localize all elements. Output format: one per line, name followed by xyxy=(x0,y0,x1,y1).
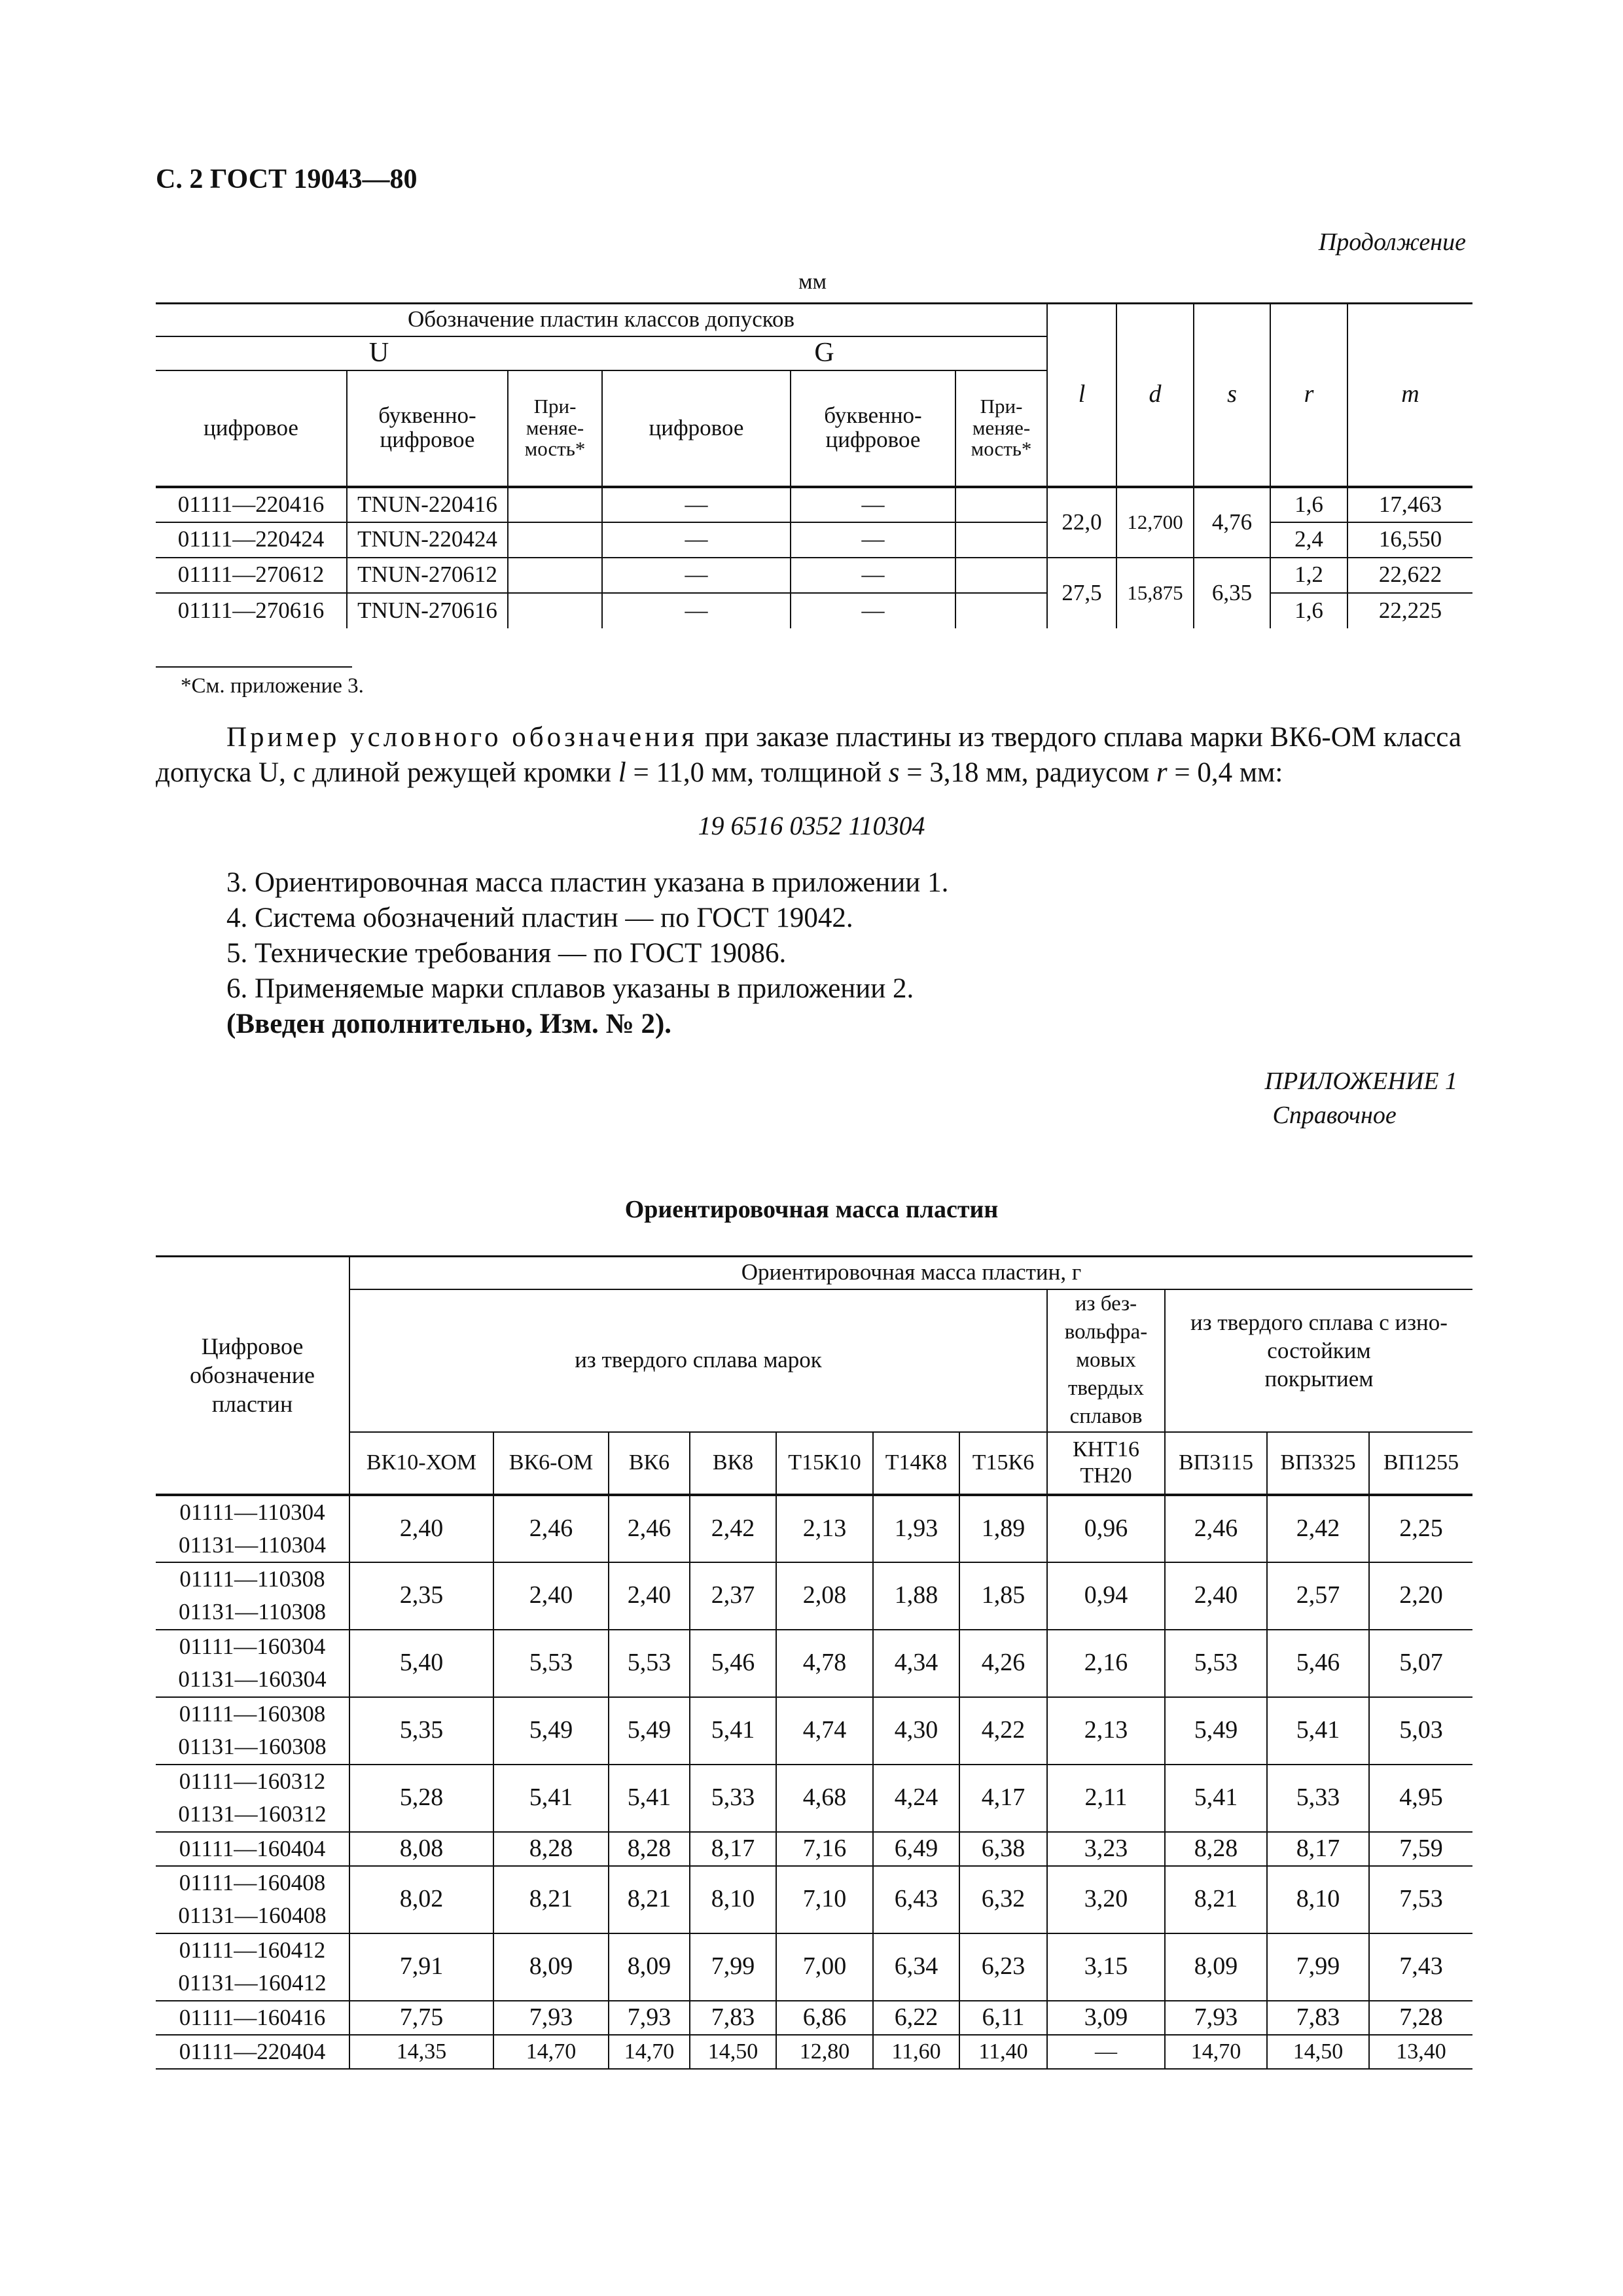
mass-value: 2,20 xyxy=(1369,1562,1472,1630)
footnote-divider xyxy=(156,666,352,668)
group-hard-alloy: из твердого сплава марок xyxy=(349,1289,1047,1432)
mass-value: 0,96 xyxy=(1047,1495,1165,1562)
mass-value: 3,20 xyxy=(1047,1866,1165,1933)
table-cell: 01111—270616 xyxy=(177,597,325,623)
mass-value: 5,41 xyxy=(1165,1765,1267,1832)
mass-value: 8,28 xyxy=(609,1832,690,1866)
mass-value: 8,21 xyxy=(1165,1866,1267,1933)
table-cell: — xyxy=(602,593,791,628)
mass-value: 5,41 xyxy=(690,1697,776,1765)
grade-header: Т14К8 xyxy=(873,1432,959,1495)
col-u-alpha: буквенно- цифровое xyxy=(347,370,508,487)
table-cell: 22,622 xyxy=(1347,558,1472,593)
mass-value: 4,17 xyxy=(959,1765,1047,1832)
mass-value: 14,35 xyxy=(349,2035,493,2069)
mass-value: 7,28 xyxy=(1369,2001,1472,2035)
col-m: m xyxy=(1347,304,1472,487)
mass-value: 4,34 xyxy=(873,1630,959,1697)
mass-value: 2,46 xyxy=(493,1495,609,1562)
mass-value: 3,15 xyxy=(1047,1933,1165,2001)
grade-header: КНТ16 ТН20 xyxy=(1047,1432,1165,1495)
mass-value: 2,11 xyxy=(1047,1765,1165,1832)
table-cell: 6,35 xyxy=(1194,558,1270,628)
grade-header: ВП3115 xyxy=(1165,1432,1267,1495)
mass-value: 7,99 xyxy=(1267,1933,1369,2001)
mass-table-title: Ориентировочная масса пластин xyxy=(624,1196,999,1223)
table-row xyxy=(156,2035,1472,2069)
mass-value: 7,53 xyxy=(1369,1866,1472,1933)
mass-value: 6,49 xyxy=(873,1832,959,1866)
table-cell xyxy=(955,558,1047,593)
mass-value: 4,95 xyxy=(1369,1765,1472,1832)
plate-code: 01111—110304 01131—110304 xyxy=(156,1495,349,1562)
table-cell: 17,463 xyxy=(1347,487,1472,522)
item-4: 4. Система обозначений пластин — по ГОСТ 19042. xyxy=(226,903,853,933)
plate-code: 01111—160412 01131—160412 xyxy=(156,1933,349,2001)
mass-value: 2,42 xyxy=(690,1495,776,1562)
mass-value: 5,33 xyxy=(690,1765,776,1832)
table-cell: — xyxy=(602,522,791,558)
mass-value: 2,37 xyxy=(690,1562,776,1630)
table-cell: 22,225 xyxy=(1347,593,1472,628)
mass-value: 14,70 xyxy=(609,2035,690,2069)
mass-value: 5,33 xyxy=(1267,1765,1369,1832)
mass-value: 3,23 xyxy=(1047,1832,1165,1866)
mass-value: 8,28 xyxy=(493,1832,609,1866)
mass-value: 2,46 xyxy=(609,1495,690,1562)
mass-value: 5,53 xyxy=(1165,1630,1267,1697)
col-g-digital: цифровое xyxy=(602,370,791,487)
table-row xyxy=(156,1765,1472,1832)
example-paragraph xyxy=(156,720,1471,791)
mass-value: 5,03 xyxy=(1369,1697,1472,1765)
mass-value: 5,07 xyxy=(1369,1630,1472,1697)
grade-header: ВК8 xyxy=(690,1432,776,1495)
mass-value: 6,22 xyxy=(873,2001,959,2035)
symbol-s: s xyxy=(888,757,900,788)
mass-value: 1,89 xyxy=(959,1495,1047,1562)
table-cell: 4,76 xyxy=(1194,487,1270,558)
mass-value: 8,02 xyxy=(349,1866,493,1933)
mass-value: 7,83 xyxy=(1267,2001,1369,2035)
mass-value: 8,21 xyxy=(609,1866,690,1933)
table-cell: 01111—220416 xyxy=(156,487,347,522)
mass-value: 1,88 xyxy=(873,1562,959,1630)
page-header: С. 2 ГОСТ 19043—80 xyxy=(156,164,418,194)
mass-value: 7,16 xyxy=(776,1832,873,1866)
col-u-applic: При- меняе- мость* xyxy=(508,370,602,487)
table-cell: 01111—270612 xyxy=(156,558,347,593)
mass-value: 8,09 xyxy=(1165,1933,1267,2001)
mass-value: 7,93 xyxy=(493,2001,609,2035)
col-s: s xyxy=(1194,304,1270,487)
grade-header: ВП3325 xyxy=(1267,1432,1369,1495)
mass-value: 13,40 xyxy=(1369,2035,1472,2069)
table-cell xyxy=(955,593,1047,628)
mass-value: 7,43 xyxy=(1369,1933,1472,2001)
table-row xyxy=(156,1495,1472,1562)
mass-value: 11,60 xyxy=(873,2035,959,2069)
mass-value: 2,40 xyxy=(1165,1562,1267,1630)
mass-value: 4,68 xyxy=(776,1765,873,1832)
mass-value: 5,53 xyxy=(493,1630,609,1697)
table-row xyxy=(156,1630,1472,1697)
table-cell: TNUN-220424 xyxy=(347,522,508,558)
mass-value: 4,74 xyxy=(776,1697,873,1765)
symbol-r: r xyxy=(1156,757,1168,788)
mass-value: 8,09 xyxy=(493,1933,609,2001)
mass-value: 14,50 xyxy=(690,2035,776,2069)
table-cell: 22,0 xyxy=(1047,487,1116,558)
grade-header: Т15К6 xyxy=(959,1432,1047,1495)
example-text: = 11,0 мм, толщиной xyxy=(626,757,889,788)
mass-value: 6,86 xyxy=(776,2001,873,2035)
mass-value: 6,34 xyxy=(873,1933,959,2001)
mass-table xyxy=(156,1255,1472,2070)
mass-value: 4,30 xyxy=(873,1697,959,1765)
mass-value: 2,46 xyxy=(1165,1495,1267,1562)
example-code: 19 6516 0352 110304 xyxy=(698,811,925,840)
table-cell: TNUN-220416 xyxy=(347,487,508,522)
symbol-l: l xyxy=(618,757,626,788)
table-cell: 01111—220424 xyxy=(156,522,347,558)
numbered-items xyxy=(226,865,948,1042)
grade-header: ВК6-ОМ xyxy=(493,1432,609,1495)
mass-value: 5,49 xyxy=(609,1697,690,1765)
designation-table xyxy=(156,302,1472,628)
mass-value: 7,10 xyxy=(776,1866,873,1933)
mass-value: 2,16 xyxy=(1047,1630,1165,1697)
mass-value: 5,49 xyxy=(493,1697,609,1765)
amendment-note: (Введен дополнительно, Изм. № 2). xyxy=(226,1009,672,1039)
mass-value: 7,93 xyxy=(609,2001,690,2035)
mass-value: 8,17 xyxy=(1267,1832,1369,1866)
mass-value: 5,46 xyxy=(1267,1630,1369,1697)
table-row xyxy=(156,1697,1472,1765)
plate-code: 01111—110308 01131—110308 xyxy=(156,1562,349,1630)
table-cell: 1,2 xyxy=(1270,558,1347,593)
table-cell: 1,6 xyxy=(1270,593,1347,628)
mass-value: 6,43 xyxy=(873,1866,959,1933)
mass-value: 2,40 xyxy=(609,1562,690,1630)
table-cell xyxy=(955,487,1047,522)
table-row xyxy=(156,1562,1472,1630)
example-spaced-lead: Пример условного обозначения xyxy=(226,722,698,753)
mass-value: 2,25 xyxy=(1369,1495,1472,1562)
mass-value: 12,80 xyxy=(776,2035,873,2069)
table-row xyxy=(156,1933,1472,2001)
mass-value: 7,93 xyxy=(1165,2001,1267,2035)
mass-value: 6,32 xyxy=(959,1866,1047,1933)
table-cell: 12,700 xyxy=(1116,487,1194,558)
mass-value: 5,28 xyxy=(349,1765,493,1832)
mass-value: 7,59 xyxy=(1369,1832,1472,1866)
plate-code: 01111—160408 01131—160408 xyxy=(156,1866,349,1933)
col-code-header: Цифровое обозначение пластин xyxy=(156,1257,349,1495)
group-non-tungsten: из без- вольфра- мовых твердых сплавов xyxy=(1047,1289,1165,1432)
table-cell xyxy=(508,593,602,628)
plate-code: 01111—220404 xyxy=(156,2035,349,2069)
table-cell: — xyxy=(791,487,955,522)
continuation-label: Продолжение xyxy=(1318,228,1466,256)
mass-value: 6,38 xyxy=(959,1832,1047,1866)
table-cell xyxy=(508,522,602,558)
mass-value: 14,70 xyxy=(1165,2035,1267,2069)
table-cell: 1,6 xyxy=(1270,487,1347,522)
table-cell xyxy=(508,487,602,522)
table-cell: TNUN-270616 xyxy=(347,593,508,628)
mass-header: Ориентировочная масса пластин, г xyxy=(349,1257,1472,1289)
mass-value: 3,09 xyxy=(1047,2001,1165,2035)
col-r: r xyxy=(1270,304,1347,487)
mass-value: 5,49 xyxy=(1165,1697,1267,1765)
mass-value: 5,53 xyxy=(609,1630,690,1697)
mass-value: 14,50 xyxy=(1267,2035,1369,2069)
mass-value: 2,13 xyxy=(776,1495,873,1562)
unit-label: мм xyxy=(798,270,827,294)
table-cell: — xyxy=(791,558,955,593)
appendix-title: ПРИЛОЖЕНИЕ 1 xyxy=(1264,1067,1457,1095)
mass-value: 4,24 xyxy=(873,1765,959,1832)
table-cell: — xyxy=(791,593,955,628)
grade-header: ВК10-ХОМ xyxy=(349,1432,493,1495)
mass-value: 5,41 xyxy=(609,1765,690,1832)
mass-value: 7,83 xyxy=(690,2001,776,2035)
table-row xyxy=(156,1866,1472,1933)
mass-value: 8,10 xyxy=(1267,1866,1369,1933)
mass-value: 6,23 xyxy=(959,1933,1047,2001)
mass-value: 8,08 xyxy=(349,1832,493,1866)
mass-value: 2,35 xyxy=(349,1562,493,1630)
table-cell: 15,875 xyxy=(1116,558,1194,628)
table-cell: TNUN-270612 xyxy=(347,558,508,593)
mass-value: 4,78 xyxy=(776,1630,873,1697)
grade-header: ВК6 xyxy=(609,1432,690,1495)
col-l: l xyxy=(1047,304,1116,487)
plate-code: 01111—160308 01131—160308 xyxy=(156,1697,349,1765)
appendix-subtitle: Справочное xyxy=(1272,1102,1397,1129)
grade-header: Т15К10 xyxy=(776,1432,873,1495)
grade-header: ВП1255 xyxy=(1369,1432,1472,1495)
example-text: при заказе пластины из твердого сплава марки ВК6-ОМ класса допуска U, с длиной режущей кромки xyxy=(156,722,1461,788)
col-g-alpha: буквенно- цифровое xyxy=(791,370,955,487)
mass-value: 7,75 xyxy=(349,2001,493,2035)
mass-value: 4,22 xyxy=(959,1697,1047,1765)
mass-value: 2,40 xyxy=(493,1562,609,1630)
designation-group-header: Обозначение пластин классов допусков xyxy=(156,304,1047,336)
mass-value: 14,70 xyxy=(493,2035,609,2069)
mass-value: 2,40 xyxy=(349,1495,493,1562)
item-3: 3. Ориентировочная масса пластин указана в приложении 1. xyxy=(226,867,949,898)
table-cell: — xyxy=(602,558,791,593)
mass-value: 5,41 xyxy=(1267,1697,1369,1765)
col-u-digital: цифровое xyxy=(156,370,347,487)
mass-value: 7,99 xyxy=(690,1933,776,2001)
table-cell xyxy=(955,522,1047,558)
table-cell: — xyxy=(602,487,791,522)
class-g: G xyxy=(602,336,1047,370)
mass-value: 2,13 xyxy=(1047,1697,1165,1765)
mass-value: 8,10 xyxy=(690,1866,776,1933)
mass-value: 5,41 xyxy=(493,1765,609,1832)
mass-value: 7,91 xyxy=(349,1933,493,2001)
mass-value: 8,09 xyxy=(609,1933,690,2001)
mass-value: 1,85 xyxy=(959,1562,1047,1630)
mass-value: 2,08 xyxy=(776,1562,873,1630)
table-row xyxy=(156,1832,1472,1866)
class-u: U xyxy=(156,336,602,370)
mass-value: 4,26 xyxy=(959,1630,1047,1697)
mass-value: 8,28 xyxy=(1165,1832,1267,1866)
mass-value: 1,93 xyxy=(873,1495,959,1562)
mass-value: 8,21 xyxy=(493,1866,609,1933)
example-text: = 0,4 мм: xyxy=(1167,757,1283,788)
example-text: = 3,18 мм, радиусом xyxy=(899,757,1156,788)
mass-value: 6,11 xyxy=(959,2001,1047,2035)
mass-value: 5,35 xyxy=(349,1697,493,1765)
mass-value: 11,40 xyxy=(959,2035,1047,2069)
plate-code: 01111—160416 xyxy=(156,2001,349,2035)
col-d: d xyxy=(1116,304,1194,487)
mass-value: 8,17 xyxy=(690,1832,776,1866)
item-6: 6. Применяемые марки сплавов указаны в приложении 2. xyxy=(226,973,914,1004)
plate-code: 01111—160304 01131—160304 xyxy=(156,1630,349,1697)
table-cell: 27,5 xyxy=(1047,558,1116,628)
table-row xyxy=(156,2001,1472,2035)
plate-code: 01111—160404 xyxy=(156,1832,349,1866)
table-cell: 16,550 xyxy=(1347,522,1472,558)
table-cell xyxy=(508,558,602,593)
mass-value: 5,40 xyxy=(349,1630,493,1697)
mass-value: — xyxy=(1047,2035,1165,2069)
table-cell: 2,4 xyxy=(1270,522,1347,558)
item-5: 5. Технические требования — по ГОСТ 19086. xyxy=(226,938,787,969)
mass-value: 2,57 xyxy=(1267,1562,1369,1630)
mass-value: 5,46 xyxy=(690,1630,776,1697)
mass-value: 7,00 xyxy=(776,1933,873,2001)
col-g-applic: При- меняе- мость* xyxy=(955,370,1047,487)
mass-value: 0,94 xyxy=(1047,1562,1165,1630)
appendix-label xyxy=(1265,1064,1457,1132)
footnote: *См. приложение 3. xyxy=(181,674,364,698)
group-coated: из твердого сплава с изно- состойким покрытием xyxy=(1165,1289,1472,1432)
table-cell: — xyxy=(791,522,955,558)
plate-code: 01111—160312 01131—160312 xyxy=(156,1765,349,1832)
mass-value: 2,42 xyxy=(1267,1495,1369,1562)
